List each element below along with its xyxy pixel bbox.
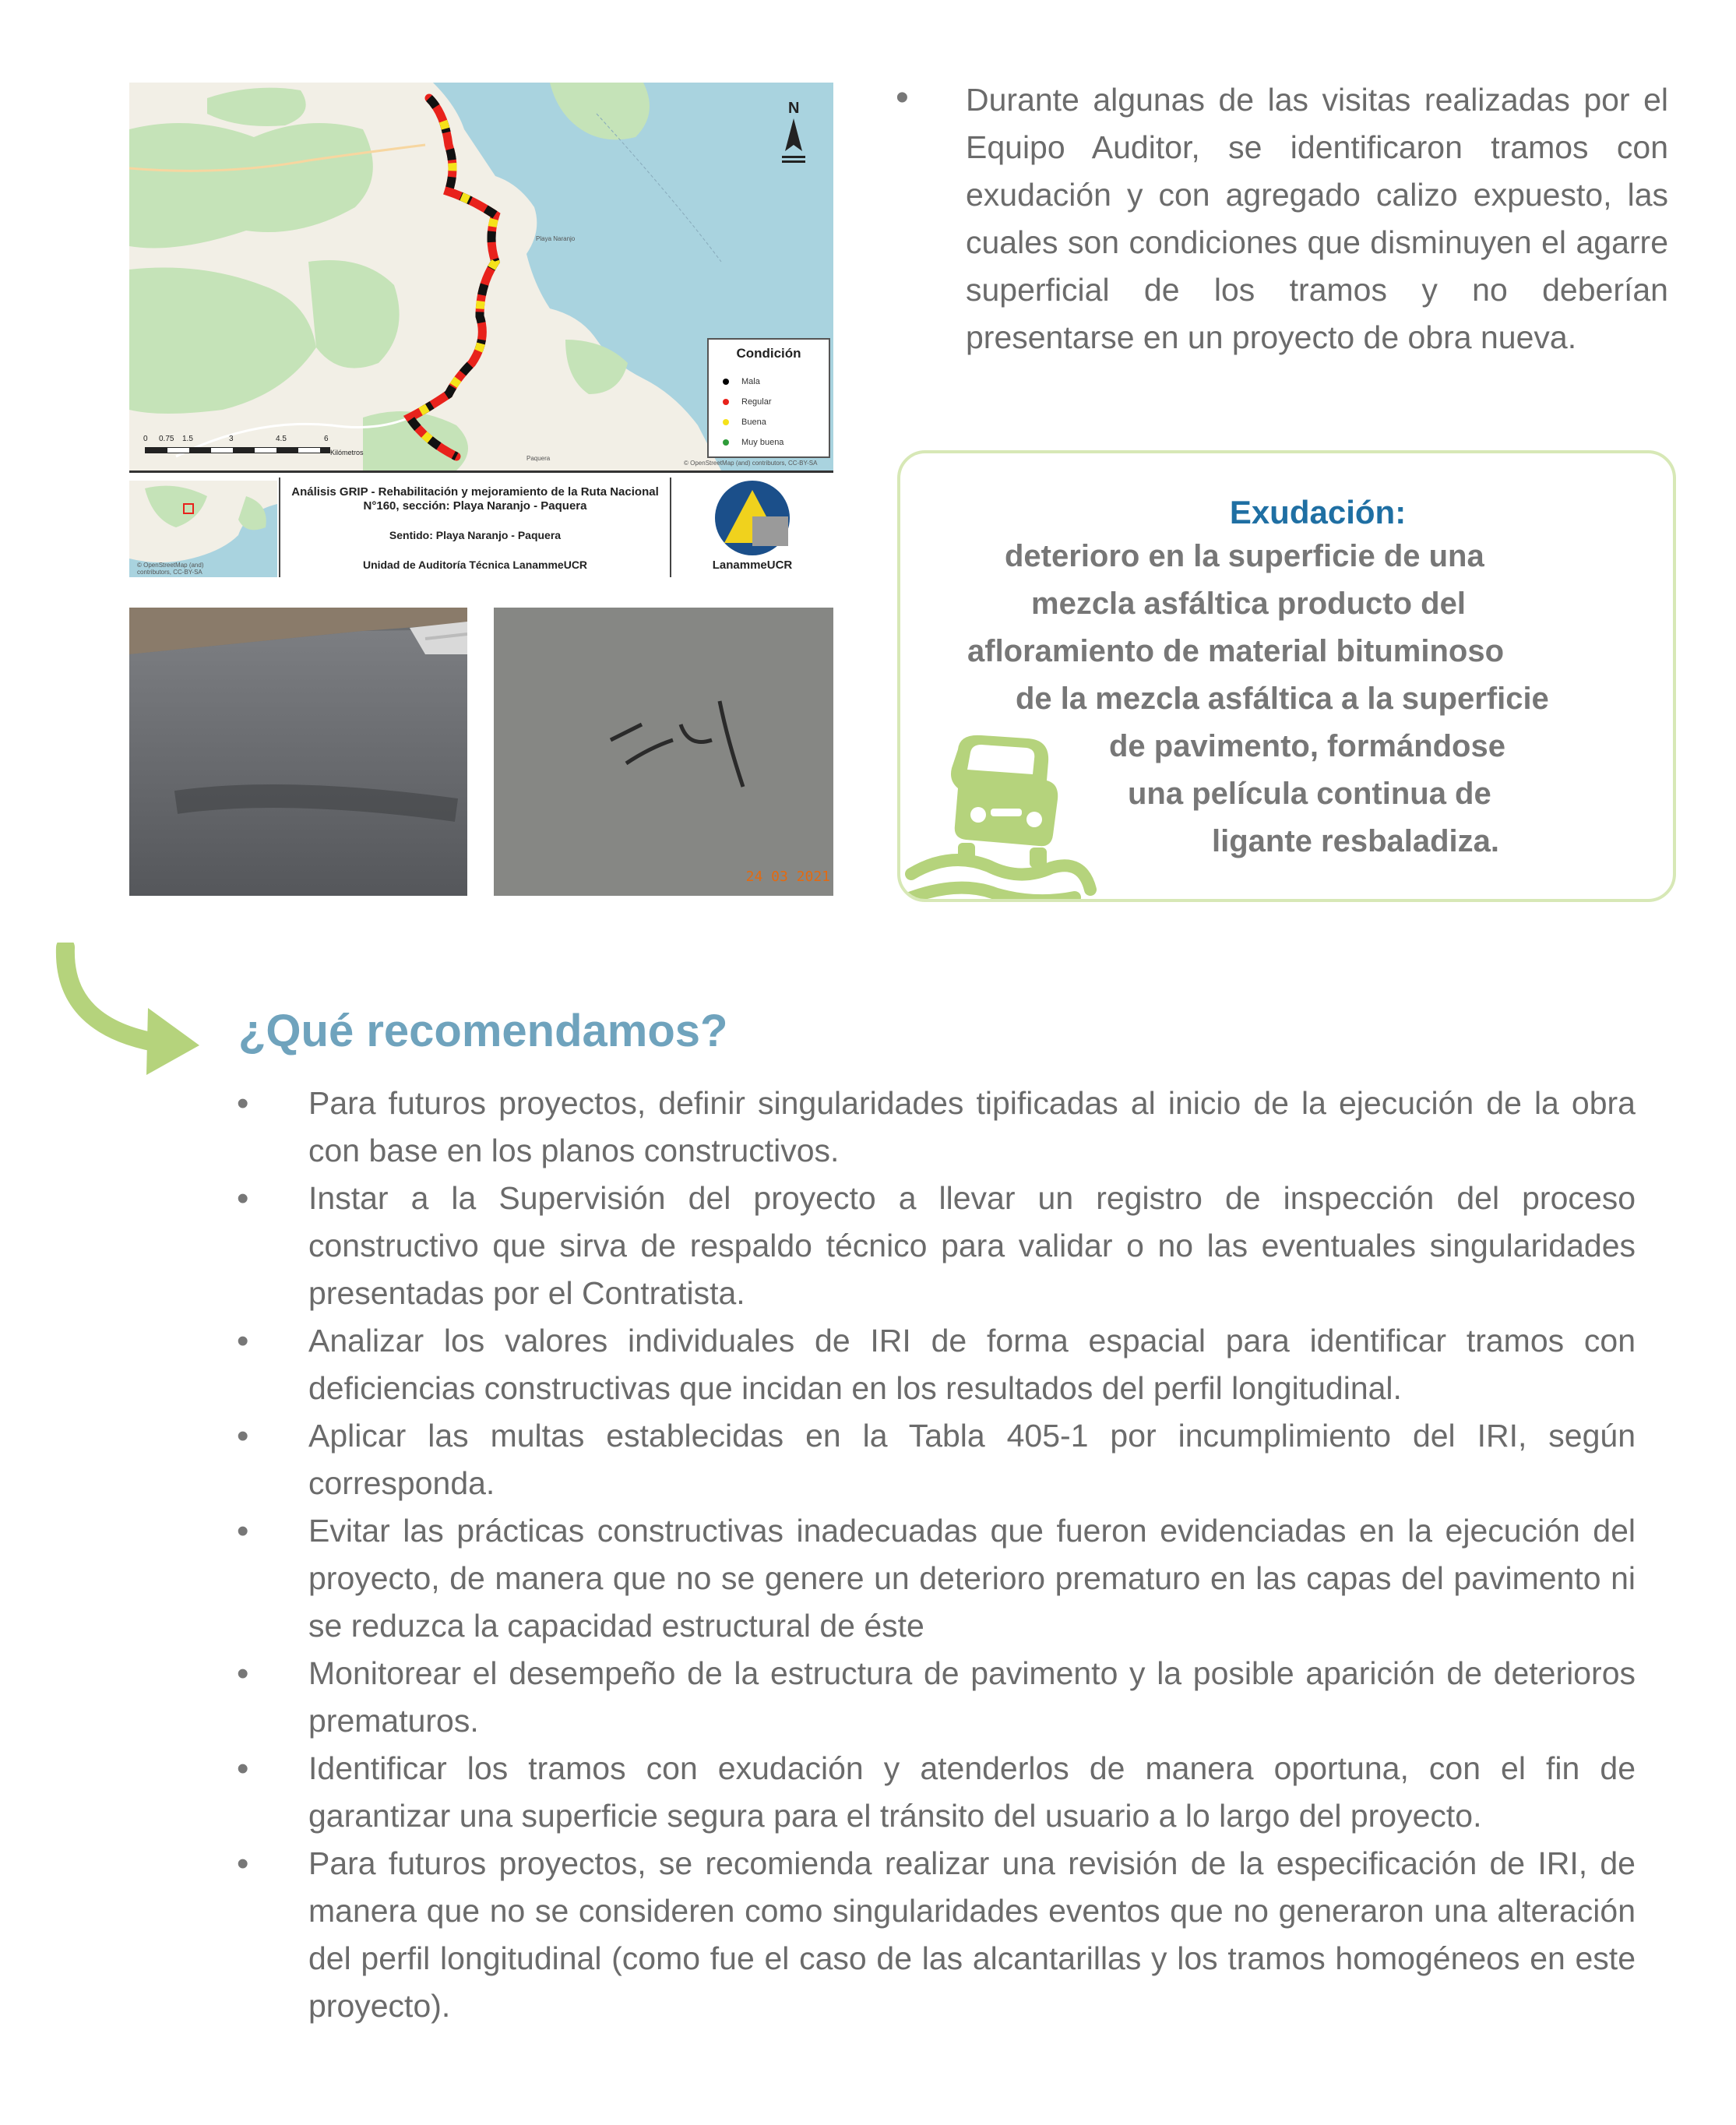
list-item (234, 1080, 1636, 1175)
definition-line: una película continua de (1128, 777, 1491, 811)
route-map-figure (129, 83, 833, 575)
map-legend (707, 338, 830, 458)
legend-title: Condición (736, 346, 801, 361)
list-item (234, 1317, 1636, 1412)
map-direction: Sentido: Playa Naranjo - Paquera (389, 529, 562, 541)
list-bullet: • (237, 1322, 249, 1360)
scale-tick: 6 (324, 435, 329, 443)
green-arrow-icon (47, 943, 210, 1075)
lanamme-logo (676, 479, 829, 573)
list-item-text: Evitar las prácticas constructivas inadecuadas que fueron evidenciadas en la ejecución del proyecto, de manera que no se genere un deterioro prematuro en las capas del pavimento ni se reduzca la capacidad estructural de éste (308, 1513, 1636, 1644)
scale-tick: 1.5 (182, 435, 193, 443)
list-bullet: • (237, 1417, 249, 1455)
scale-tick: 0.75 (159, 435, 174, 443)
list-bullet: • (237, 1084, 249, 1122)
definition-line: de la mezcla asfáltica a la superficie (1016, 682, 1549, 716)
legend-swatch (723, 399, 729, 405)
legend-label: Muy buena (741, 438, 784, 447)
legend-item (723, 397, 772, 407)
slippery-car-icon (903, 734, 1106, 902)
route-map (129, 83, 833, 470)
legend-label: Regular (741, 397, 772, 407)
list-item (234, 1745, 1636, 1840)
legend-swatch (723, 439, 729, 446)
photo-date-stamp: 24 03 2021 (745, 869, 830, 885)
map-credit: © OpenStreetMap (and) contributors, CC-BY-SA (684, 460, 818, 467)
recommendations-title: ¿Qué recomendamos? (238, 1006, 728, 1056)
list-item-text: Para futuros proyectos, definir singularidades tipificadas al inicio de la ejecución de la obra con base en los planos constructivos. (308, 1085, 1636, 1168)
scale-tick: 0 (143, 435, 148, 443)
place-label: Paquera (526, 455, 551, 462)
scale-tick: 3 (229, 435, 234, 443)
legend-item (723, 418, 766, 427)
map-title: Análisis GRIP - Rehabilitación y mejoramiento de la Ruta Nacional N°160, sección: Playa Naranjo - Paquera (291, 485, 659, 513)
list-item (234, 1175, 1636, 1317)
intro-paragraph: Durante algunas de las visitas realizadas por el Equipo Auditor, se identificaron tramos con exudación y con agregado calizo expuesto, las cuales son condiciones que disminuyen el agarre superficial de los tramos y no deberían presentarse en un proyecto de obra nueva. (966, 82, 1668, 355)
photo-road-exudation (129, 608, 467, 896)
list-item-text: Instar a la Supervisión del proyecto a llevar un registro de inspección del proceso constructivo que sirva de respaldo técnico para validar o no las eventuales singularidades presentadas por el Contratista. (308, 1180, 1636, 1311)
list-item (234, 1507, 1636, 1650)
list-item-text: Aplicar las multas establecidas en la Tabla 405-1 por incumplimiento del IRI, según corresponda. (308, 1418, 1636, 1501)
list-item (234, 1840, 1636, 2030)
scale-line (145, 447, 330, 453)
definition-line: mezcla asfáltica producto del (1031, 587, 1466, 621)
lanamme-logo-text: LanammeUCR (712, 559, 793, 572)
list-bullet: • (237, 1512, 249, 1550)
list-item-text: Monitorear el desempeño de la estructura de pavimento y la posible aparición de deterioros prematuros. (308, 1655, 1636, 1739)
legend-label: Buena (741, 418, 766, 427)
list-item-text: Analizar los valores individuales de IRI de forma espacial para identificar tramos con deficiencias constructivas que incidan en los resultados del perfil longitudinal. (308, 1323, 1636, 1406)
place-label: Playa Naranjo (536, 235, 576, 242)
legend-item (723, 377, 760, 386)
scale-tick: 4.5 (276, 435, 287, 443)
legend-item (723, 438, 783, 447)
list-bullet: • (237, 1179, 249, 1218)
map-unit: Unidad de Auditoría Técnica LanammeUCR (362, 559, 588, 571)
definition-line: ligante resbaladiza. (1212, 824, 1500, 858)
list-item-text: Identificar los tramos con exudación y atenderlos de manera oportuna, con el fin de garantizar una superficie segura para el tránsito del usuario a lo largo del proyecto. (308, 1750, 1636, 1834)
list-bullet: • (237, 1655, 249, 1693)
definition-line: afloramiento de material bituminoso (967, 634, 1505, 668)
inset-credit: © OpenStreetMap (and) contributors, CC-BY-SA (137, 562, 204, 576)
legend-label: Mala (741, 377, 760, 386)
list-item (234, 1412, 1636, 1507)
map-info-panel (129, 470, 833, 577)
legend-swatch (723, 419, 729, 425)
scale-unit: Kilómetros (330, 449, 364, 456)
definition-line: de pavimento, formándose (1109, 729, 1505, 763)
recommendations-list (234, 1080, 1636, 2030)
intro-bullet: • (896, 77, 909, 118)
scale-bar (143, 435, 377, 461)
north-arrow-icon (774, 100, 813, 170)
inset-map (129, 481, 277, 577)
list-item-text: Para futuros proyectos, se recomienda realizar una revisión de la especificación de IRI, de manera que no se consideren como singularidades eventos que no generaron una alteración del perfil longitudinal (como fue el caso de las alcantarillas y los tramos homogéneos en este proyecto). (308, 1845, 1636, 2024)
definition-title: Exudación: (1229, 494, 1407, 530)
photo-pavement-detail (494, 608, 833, 896)
definition-box (897, 450, 1676, 902)
legend-swatch (723, 379, 729, 385)
definition-line: deterioro en la superficie de una (1005, 539, 1484, 573)
list-item (234, 1650, 1636, 1745)
list-bullet: • (237, 1845, 249, 1883)
north-label: N (788, 100, 800, 117)
list-bullet: • (237, 1750, 249, 1788)
map-info-box (279, 478, 671, 577)
